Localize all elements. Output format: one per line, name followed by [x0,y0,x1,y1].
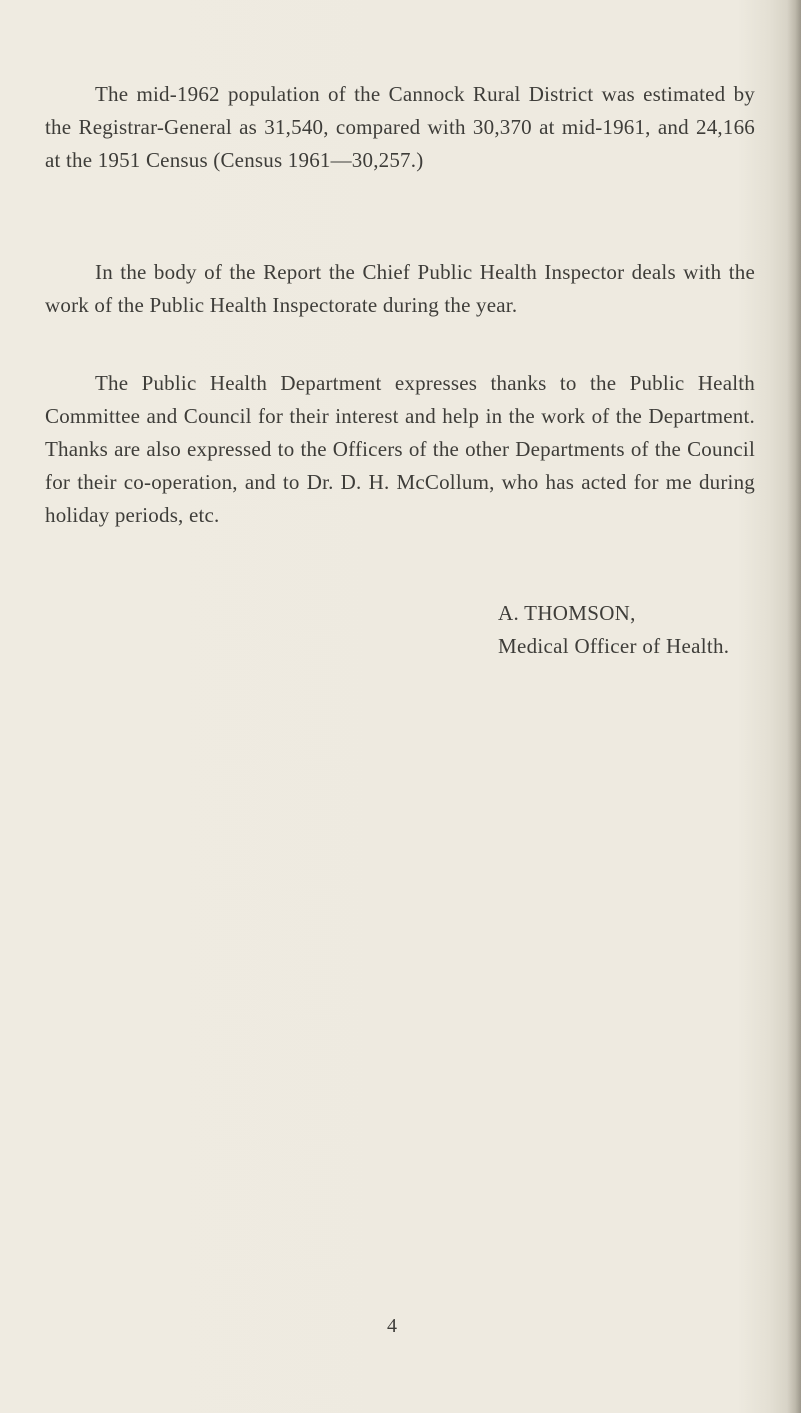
signature-title: Medical Officer of Health. [498,634,730,658]
signature-name: A. THOMSON, [498,601,636,625]
paragraph-thanks: The Public Health Department expresses thanks to the Public Health Committee and Council for their interest and help in the work of the Department. Thanks are also expressed to the Officers of the other Departments of the Council for their co-operation, and to Dr. D. H. McCollum, who has acted for me during holiday periods, etc. [45,371,755,527]
paragraph-inspector-report: In the body of the Report the Chief Public Health Inspector deals with the work of the Public Health Inspectorate during the year. [45,260,755,317]
page-edge-shadow [787,0,801,1413]
paragraph-population: The mid-1962 population of the Cannock Rural District was estimated by the Registrar-General as 31,540, compared with 30,370 at mid-1961, and 24,166 at the 1951 Census (Census 1961—30,257.) [45,82,755,172]
page-number: 4 [387,1315,397,1337]
